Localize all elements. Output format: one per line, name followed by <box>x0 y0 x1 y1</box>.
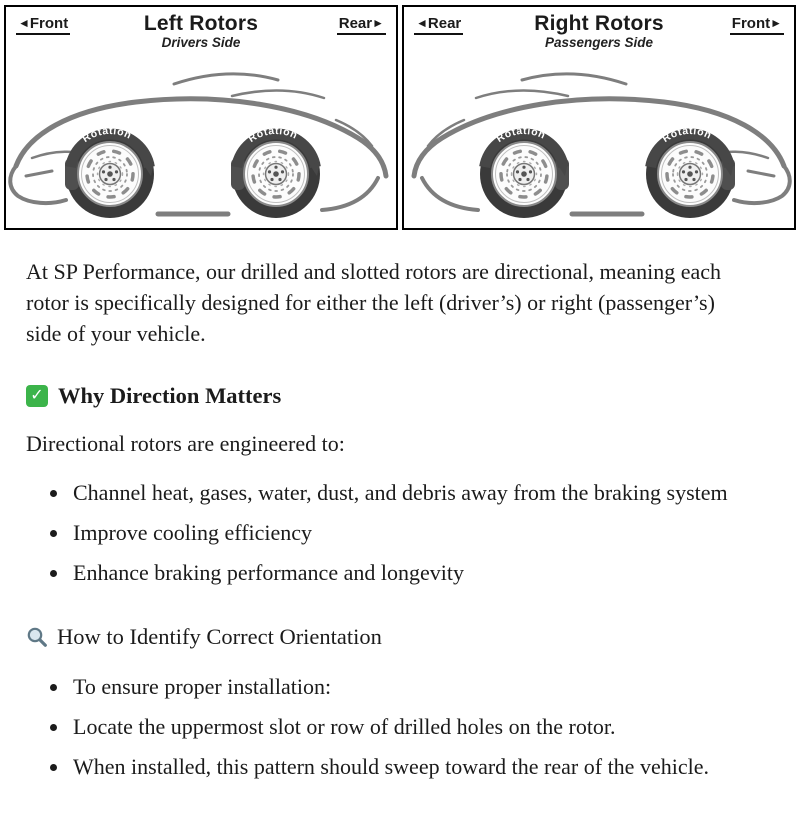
list-item: • To ensure proper installation: <box>70 671 730 702</box>
heading-text: How to Identify Correct Orientation <box>57 623 382 649</box>
panel-subtitle: Passengers Side <box>544 35 654 51</box>
right-arrow-icon: ► <box>770 16 782 30</box>
front-direction-label <box>16 16 70 35</box>
panel-title: Left Rotors <box>143 12 259 35</box>
magnifier-icon <box>26 626 48 648</box>
lead-text: Directional rotors are engineered to: <box>26 430 345 456</box>
left-panel-header <box>6 7 396 58</box>
left-rotors-panel <box>4 5 398 230</box>
rotation-label: Rotation <box>80 124 134 146</box>
article-content <box>0 230 760 824</box>
list-item: • Improve cooling efficiency <box>70 517 730 548</box>
rotation-label: Rotation <box>660 124 714 146</box>
list-item: • Enhance braking performance and longevity <box>70 557 730 588</box>
intro-paragraph: At SP Performance, our drilled and slotted rotors are directional, meaning each rotor is specifically designed for either the left (driver’s) or right (passenger’s) side of your vehicle. <box>26 259 722 347</box>
left-arrow-icon: ◄ <box>18 16 30 30</box>
rear-direction-label <box>414 16 463 35</box>
direction-text: Rear <box>427 15 462 32</box>
front-direction-label <box>730 16 784 35</box>
direction-text: Front <box>731 15 771 32</box>
list-item: • When installed, this pattern should sweep toward the rear of the vehicle. <box>70 751 730 782</box>
direction-text: Front <box>29 15 69 32</box>
right-rotors-panel <box>402 5 796 230</box>
car-illustration-right <box>404 58 794 228</box>
panel-subtitle: Drivers Side <box>161 35 241 51</box>
left-arrow-icon: ◄ <box>416 16 428 30</box>
rear-direction-label <box>337 16 386 35</box>
orientation-steps-list <box>26 671 730 783</box>
section-heading-identify-orientation <box>26 621 730 653</box>
rotation-label: Rotation <box>494 124 548 146</box>
rotor-direction-diagram <box>0 0 800 230</box>
panel-title: Right Rotors <box>534 12 664 35</box>
list-item: • Locate the uppermost slot or row of drilled holes on the rotor. <box>70 711 730 742</box>
rotation-label: Rotation <box>246 124 300 146</box>
heading-text: Why Direction Matters <box>58 382 282 408</box>
car-illustration-left <box>6 58 396 228</box>
direction-text: Rear <box>338 15 373 32</box>
list-item: • Channel heat, gases, water, dust, and debris away from the braking system <box>70 477 730 508</box>
right-panel-header <box>404 7 794 58</box>
section-heading-why-direction-matters <box>26 380 730 412</box>
benefits-list <box>26 477 730 589</box>
right-arrow-icon: ► <box>372 16 384 30</box>
check-icon: ✓ <box>26 385 48 407</box>
